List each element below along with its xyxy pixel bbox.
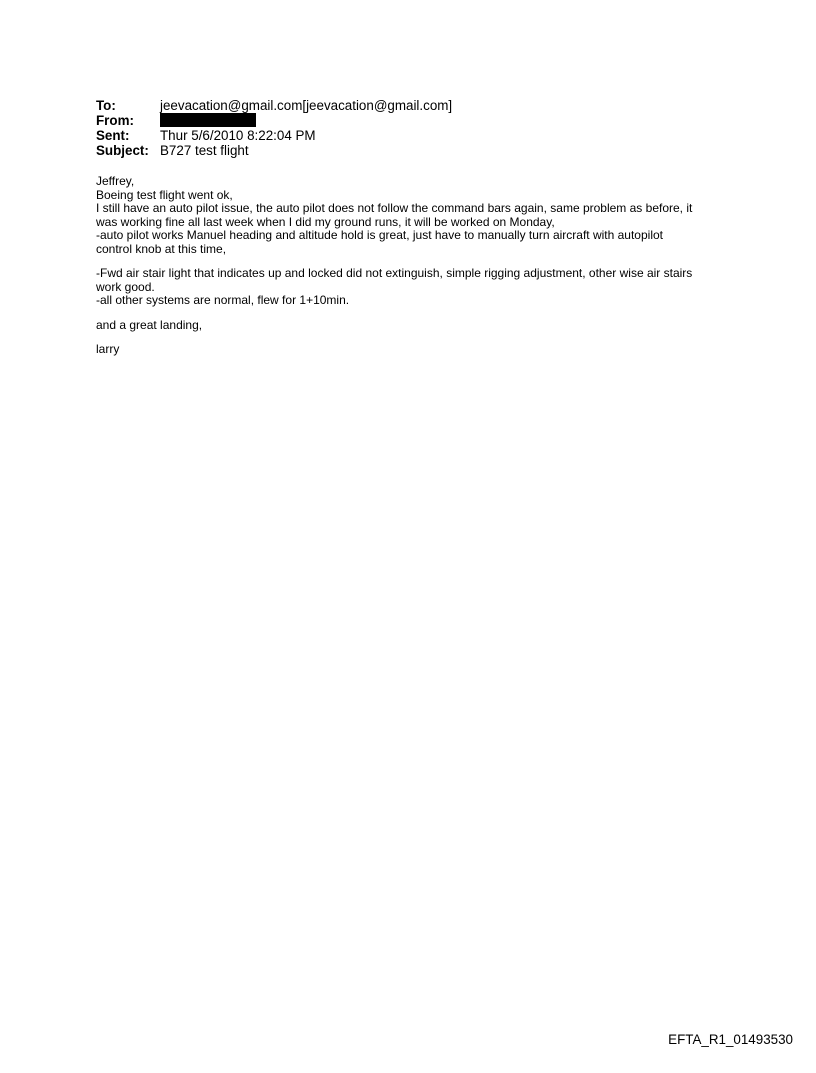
from-row (96, 113, 452, 128)
body-line: and a great landing, (96, 317, 203, 332)
body-paragraph-2 (96, 267, 736, 308)
sent-label: Sent: (96, 128, 130, 143)
body-line: -all other systems are normal, flew for 1+10min. (96, 293, 350, 307)
to-value: jeevacation@gmail.com[jeevacation@gmail.com] (160, 98, 453, 113)
from-value (160, 113, 256, 128)
sent-value: Thur 5/6/2010 8:22:04 PM (160, 128, 316, 143)
body-paragraph-3 (96, 319, 736, 333)
body-line: Jeffrey, (96, 174, 135, 188)
subject-row (96, 143, 452, 158)
body-line: control knob at this time, (96, 241, 227, 256)
body-line: -Fwd air stair light that indicates up and locked did not extinguish, simple rigging adjustment, other wise air stairs (96, 266, 693, 280)
sent-row (96, 128, 452, 143)
body-line: I still have an auto pilot issue, the auto pilot does not follow the command bars again, same problem as before, it (96, 201, 693, 215)
body-line: work good. (96, 279, 155, 294)
email-body (96, 175, 736, 368)
body-line: -auto pilot works Manuel heading and altitude hold is great, just have to manually turn aircraft with autopilot (96, 228, 663, 242)
subject-label: Subject: (96, 143, 149, 158)
redaction-box (160, 113, 256, 127)
email-header (96, 98, 452, 158)
to-row (96, 98, 452, 113)
from-label: From: (96, 113, 134, 128)
body-paragraph-1 (96, 175, 736, 256)
signature (96, 343, 736, 357)
subject-value: B727 test flight (160, 143, 249, 158)
to-label: To: (96, 98, 116, 113)
signature-name: larry (96, 342, 120, 356)
body-line: Boeing test flight went ok, (96, 187, 233, 202)
body-line: was working fine all last week when I did my ground runs, it will be worked on Monday, (96, 214, 555, 229)
document-id: EFTA_R1_01493530 (668, 1032, 793, 1047)
